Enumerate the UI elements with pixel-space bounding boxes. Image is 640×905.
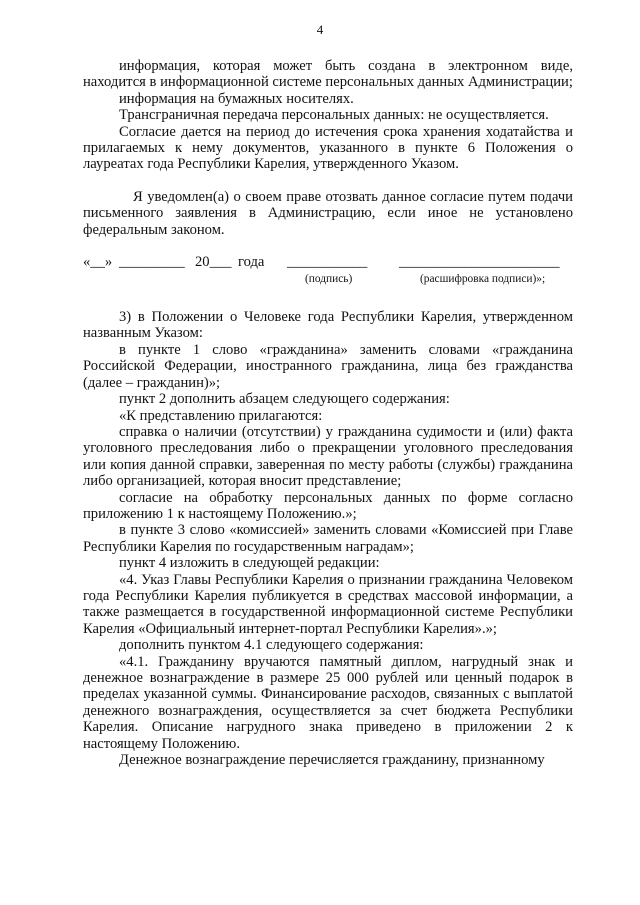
date-month-field: _________ <box>119 254 185 271</box>
document-body <box>83 58 573 768</box>
paragraph: справка о наличии (отсутствии) у гражданина судимости и (или) факта уголовного преследования либо о прекращении уголовного преследования или копия данной справки, заверенная по месту работы (службы) гражданина либо организацией, которая вносит представление; <box>83 423 573 490</box>
page-number: 4 <box>316 22 324 37</box>
decoding-caption: (расшифровка подписи)»; <box>420 273 546 286</box>
paragraph: Трансграничная передача персональных данных: не осуществляется. <box>119 107 549 124</box>
signature-captions <box>83 271 573 287</box>
paragraph: информация на бумажных носителях. <box>119 90 354 107</box>
paragraph: информация, которая может быть создана в электронном виде, находится в информационной системе персональных данных Администрации; <box>83 58 573 91</box>
paragraph: дополнить пунктом 4.1 следующего содержания: <box>119 637 424 654</box>
decoding-field: ______________________ <box>399 254 560 271</box>
paragraph: «К представлению прилагаются: <box>119 407 323 424</box>
paragraph: Согласие дается на период до истечения срока хранения ходатайства и прилагаемых к нему документов, указанного в пункте 6 Положения о лауреатах года Республики Карелия, утвержденного Указом. <box>83 123 573 173</box>
paragraph: «4.1. Гражданину вручаются памятный диплом, нагрудный знак и денежное вознаграждение в размере 25 000 рублей или ценный подарок в пределах указанной суммы. Финансирование расходов, связанных с выплатой денежного вознаграждения, осуществляется за счет бюджета Республики Карелия. Описание нагрудного знака приведено в приложении 2 к настоящему Положению. <box>83 653 573 752</box>
paragraph: «4. Указ Главы Республики Карелия о признании гражданина Человеком года Республики Карелия публикуется в средствах массовой информации, а также размещается в государственной информационной системе Республики Карелия «Официальный интернет-портал Республики Карелия».»; <box>83 571 573 637</box>
paragraph: в пункте 3 слово «комиссией» заменить словами «Комиссией при Главе Республики Карелия по государственным наградам»; <box>83 522 573 555</box>
signature-caption: (подпись) <box>305 273 353 286</box>
paragraph: согласие на обработку персональных данных по форме согласно приложению 1 к настоящему Положению.»; <box>83 489 573 522</box>
paragraph: 3) в Положении о Человеке года Республики Карелия, утвержденном названным Указом: <box>83 309 573 342</box>
signature-line <box>83 254 573 271</box>
date-day-field: «__» <box>83 254 113 271</box>
year-word: года <box>238 254 265 271</box>
paragraph: Денежное вознаграждение перечисляется гражданину, признанному <box>119 752 545 769</box>
signature-field: ___________ <box>287 254 368 271</box>
revocation-notice: Я уведомлен(а) о своем праве отозвать данное согласие путем подачи письменного заявления в Администрацию, если иное не установлено федеральным законом. <box>83 188 573 238</box>
paragraph: в пункте 1 слово «гражданина» заменить словами «гражданина Российской Федерации, иностранного гражданина, лица без гражданства (далее – гражданин)»; <box>83 341 573 391</box>
date-year-field: 20___ <box>195 254 232 271</box>
paragraph: пункт 2 дополнить абзацем следующего содержания: <box>119 391 450 408</box>
paragraph: пункт 4 изложить в следующей редакции: <box>119 555 380 572</box>
